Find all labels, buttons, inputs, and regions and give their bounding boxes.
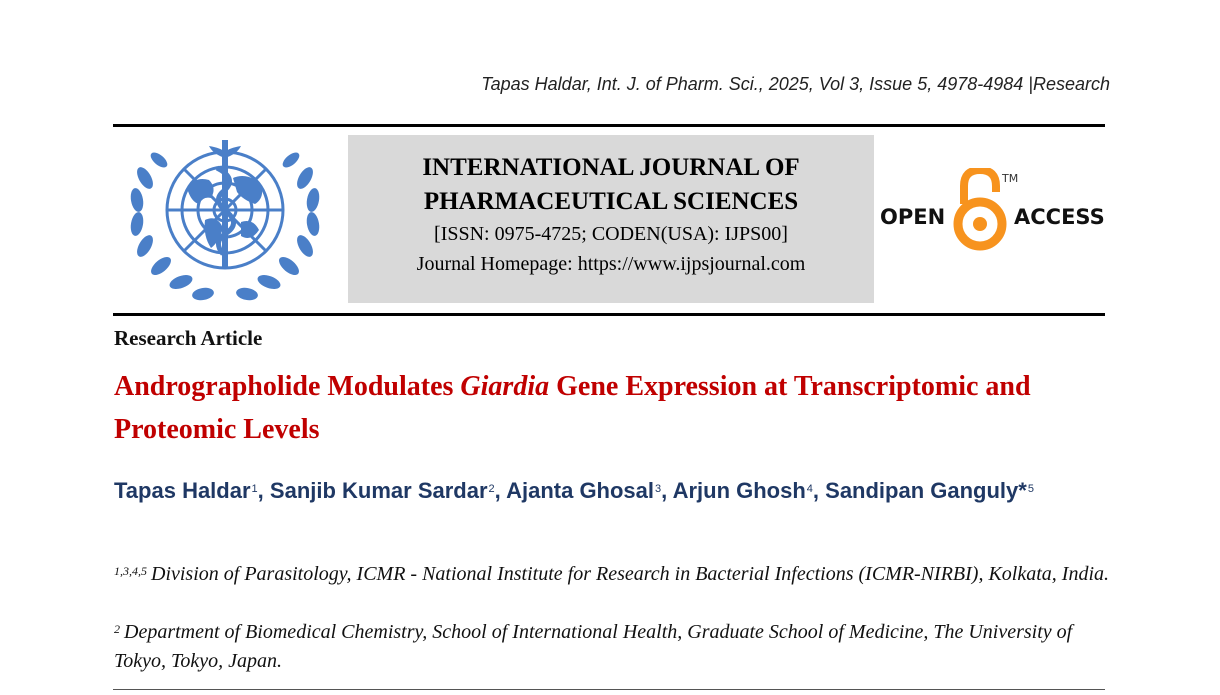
access-label: ACCESS	[1014, 205, 1105, 229]
author-sep: ,	[257, 478, 270, 503]
running-head: Tapas Haldar, Int. J. of Pharm. Sci., 2025, Vol 3, Issue 5, 4978-4984 |Research	[481, 74, 1110, 94]
title-part2: Gene Expression at Transcriptomic and Proteomic Levels	[114, 371, 1031, 445]
author-affil-sup: 4	[806, 483, 813, 495]
author-affil-sup: 3	[655, 483, 662, 495]
journal-name-line2: PHARMACEUTICAL SCIENCES	[423, 188, 799, 215]
affiliation	[114, 560, 1114, 589]
author-name: Ajanta Ghosal	[506, 478, 655, 503]
affiliation-sup: 2	[114, 622, 120, 636]
open-label: OPEN	[880, 205, 946, 229]
author-sep: ,	[661, 478, 673, 503]
masthead-bottom-rule	[113, 313, 1105, 316]
author-list	[114, 475, 1114, 507]
top-rule	[113, 124, 1105, 127]
affiliation	[114, 618, 1114, 676]
author-name: Arjun Ghosh	[672, 478, 806, 503]
journal-name-line1: INTERNATIONAL JOURNAL OF	[422, 154, 800, 181]
issn-line: [ISSN: 0975-4725; CODEN(USA): IJPS00]	[434, 223, 788, 245]
author-sep: ,	[812, 478, 826, 503]
affiliation-text: Division of Parasitology, ICMR - National Institute for Research in Bacterial Infections (ICMR-NIRBI), Kolkata, India.	[151, 563, 1110, 585]
title-part1: Andrographolide Modulates	[114, 371, 461, 402]
un-who-emblem-icon	[125, 138, 325, 306]
author-affil-sup: 2	[488, 483, 495, 495]
affiliation-text: Department of Biomedical Chemistry, School of International Health, Graduate School of Medicine, The University of Tokyo, Tokyo, Japan.	[114, 621, 1073, 672]
author-name: Tapas Haldar	[114, 478, 251, 503]
open-access-logo	[880, 168, 1110, 252]
author-name: Sanjib Kumar Sardar	[269, 478, 488, 503]
title-italic: Giardia	[460, 371, 550, 402]
author-sep: ,	[494, 478, 507, 503]
author-name: Sandipan Ganguly*	[825, 478, 1027, 503]
tm-label: TM	[1002, 172, 1019, 185]
article-title	[114, 365, 1114, 451]
author-affil-sup: 5	[1027, 483, 1034, 495]
article-type-label: Research Article	[114, 326, 263, 350]
homepage-line: Journal Homepage: https://www.ijpsjournal.com	[416, 253, 806, 275]
affiliations-bottom-rule	[113, 689, 1105, 690]
affiliation-sup: 1,3,4,5	[114, 564, 147, 578]
journal-name	[348, 151, 874, 219]
journal-masthead	[348, 135, 874, 303]
open-access-lock-icon	[958, 170, 1002, 246]
author-affil-sup: 1	[251, 483, 258, 495]
